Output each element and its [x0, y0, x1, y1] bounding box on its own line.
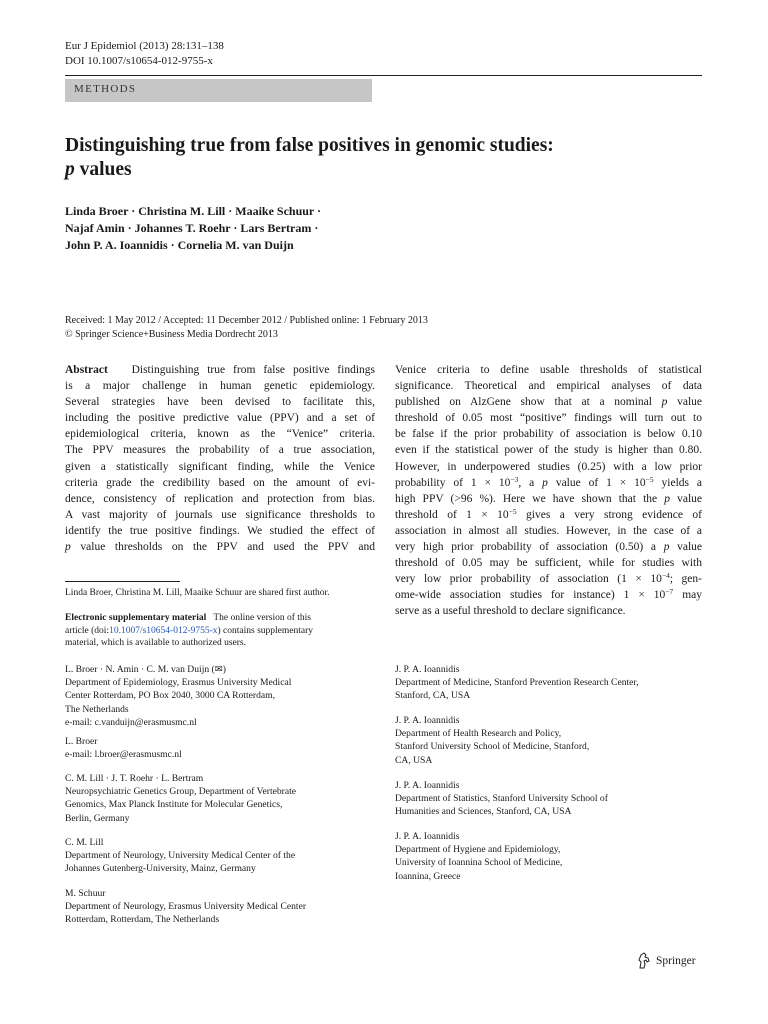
affiliation-block: C. M. Lill · J. T. Roehr · L. Bertram Neuropsychiatric Genetics Group, Department of Vertebrate Genomics, Max Planck Institute for Molecular Genetics, Berlin, Germany [65, 773, 297, 824]
authors-line-3: John P. A. Ioannidis · Cornelia M. van Duijn [65, 238, 294, 252]
abstract-line: criteria grade the credibility based on the amount of evi- [65, 476, 375, 489]
abstract-line: Several strategies have been devised to facilitate this, [65, 396, 375, 409]
abstract-line: threshold of 0.05 most “positive” findings will turn out to [395, 412, 702, 425]
abstract-line: p value thresholds on the PPV and used the PPV and [65, 541, 375, 554]
publisher-logo [636, 952, 696, 970]
abstract-line: epidemiological criteria, known as the “Venice” criteria. [65, 428, 375, 441]
abstract-line: be false if the prior probability of association is below 0.10 [395, 428, 702, 441]
abstract-line: serve as a useful threshold to declare significance. [395, 605, 626, 618]
abstract-left-column [65, 362, 375, 555]
springer-horse-logo-icon [636, 952, 652, 970]
esm-doi-link[interactable]: 10.1007/s10654-012-9755-x [109, 625, 218, 636]
abstract-line: The PPV measures the probability of a true association, [65, 444, 375, 457]
abstract-line: very low prior probability of association ($1 \times 10^{-4}$; gen- [395, 571, 702, 586]
abstract-line: A vast majority of journals use significance thresholds to [65, 508, 375, 521]
author-list [65, 203, 685, 254]
abstract-line: very high prior probability of association (0.50) a p value [395, 541, 703, 554]
footnote-rule [65, 581, 180, 582]
publisher-name: Springer [656, 955, 696, 967]
abstract-line: Abstract Distinguishing true from false positive findings [65, 364, 375, 376]
abstract-line: However, in underpowered studies (0.25) with a low prior [395, 460, 702, 473]
affiliation-block: J. P. A. Ioannidis Department of Medicine, Stanford Prevention Research Center, Stanford, CA, USA [395, 664, 639, 702]
email-link[interactable]: e-mail: c.vanduijn@erasmusmc.nl [65, 716, 197, 728]
abstract-right-column [395, 362, 702, 620]
abstract-line: probability of $1 \times 10^{-3}$, a p value of $1 \times 10^{-5}$ yields a [395, 474, 702, 489]
abstract-line: threshold of $1 \times 10^{-5}$ gives a very strong evidence of [395, 506, 702, 521]
section-label: METHODS [74, 83, 137, 95]
abstract-line: identify the true positive findings. We studied the effect of [65, 524, 375, 537]
abstract-line: association in almost all studies. However, in the case of a [395, 524, 702, 537]
affiliation-block: C. M. Lill Department of Neurology, University Medical Center of the Johannes Gutenberg-University, Mainz, Germany [65, 837, 296, 875]
received-line: Received: 1 May 2012 / Accepted: 11 December 2012 / Published online: 1 February 2013 [65, 315, 428, 326]
abstract-line: Venice criteria to define usable thresholds of statistical [395, 364, 702, 376]
esm-note: Electronic supplementary material The online version of this article (doi:10.1007/s10654-012-9755-x) contains supplementary material, which is available to authorized users. [65, 613, 314, 648]
article-title [65, 134, 705, 182]
section-band [65, 79, 372, 102]
abstract-line: including the positive predictive value (PPV) and a set of [65, 412, 375, 425]
abstract-line: threshold of 0.05 may be sufficient, while for studies with [395, 557, 702, 570]
journal-citation: Eur J Epidemiol (2013) 28:131–138 [65, 40, 224, 52]
journal-header [65, 39, 224, 69]
affiliation-block: J. P. A. Ioannidis Department of Health Research and Policy, Stanford University School of Medicine, Stanford, CA, USA [395, 715, 590, 766]
journal-doi: DOI 10.1007/s10654-012-9755-x [65, 55, 213, 67]
abstract-line: dence, consistency of replication and protection from bias. [65, 492, 375, 505]
abstract-line: significance. Theoretical and empirical analyses of data [395, 380, 702, 393]
shared-first-author-note: Linda Broer, Christina M. Lill, Maaike Schuur are shared first author. [65, 588, 330, 598]
title-p-italic: p [65, 159, 75, 180]
abstract-line: high PPV (>96 %). Here we have shown that the p value [395, 492, 703, 505]
affiliation-block: L. Broer · N. Amin · C. M. van Duijn (✉) Department of Epidemiology, Erasmus University Medical Center Rotterdam, PO Box 2040, 3000 CA Rotterdam, The Netherlands e-mail: c.vanduijn@erasmusmc.nl [65, 664, 292, 728]
abstract-line: is a major challenge in human genetic epidemiology. [65, 380, 375, 393]
esm-heading: Electronic supplementary material [65, 613, 207, 623]
title-line-1: Distinguishing true from false positives in genomic studies: [65, 135, 554, 156]
abstract-line: ome-wide association studies for instance) $1 \times 10^{-7}$ may [395, 587, 703, 602]
abstract-line: published on AlzGene show that at a nominal p value [395, 396, 703, 409]
publication-dates [65, 314, 705, 341]
abstract-heading: Abstract [65, 364, 108, 376]
title-line-2 [65, 158, 705, 182]
affiliation-block: M. Schuur Department of Neurology, Erasmus University Medical Center Rotterdam, Rotterdam, The Netherlands [65, 888, 307, 926]
affiliation-block: J. P. A. Ioannidis Department of Hygiene and Epidemiology, University of Ioannina School of Medicine, Ioannina, Greece [395, 831, 563, 882]
authors-line-1: Linda Broer · Christina M. Lill · Maaike Schuur · [65, 204, 322, 218]
header-rule [65, 75, 702, 76]
affiliation-block: L. Broer e-mail: l.broer@erasmusmc.nl [65, 736, 182, 761]
title-values: values [74, 159, 132, 180]
abstract-line: given a statistically significant finding, while the Venice [65, 460, 375, 473]
email-link[interactable]: e-mail: l.broer@erasmusmc.nl [65, 749, 182, 761]
authors-line-2: Najaf Amin · Johannes T. Roehr · Lars Bertram · [65, 221, 319, 235]
copyright-line: © Springer Science+Business Media Dordrecht 2013 [65, 328, 278, 340]
affiliation-block: J. P. A. Ioannidis Department of Statistics, Stanford University School of Humanities and Sciences, Stanford, CA, USA [395, 780, 608, 818]
abstract-line: even if the statistical power of the study is higher than 0.80. [395, 444, 702, 457]
